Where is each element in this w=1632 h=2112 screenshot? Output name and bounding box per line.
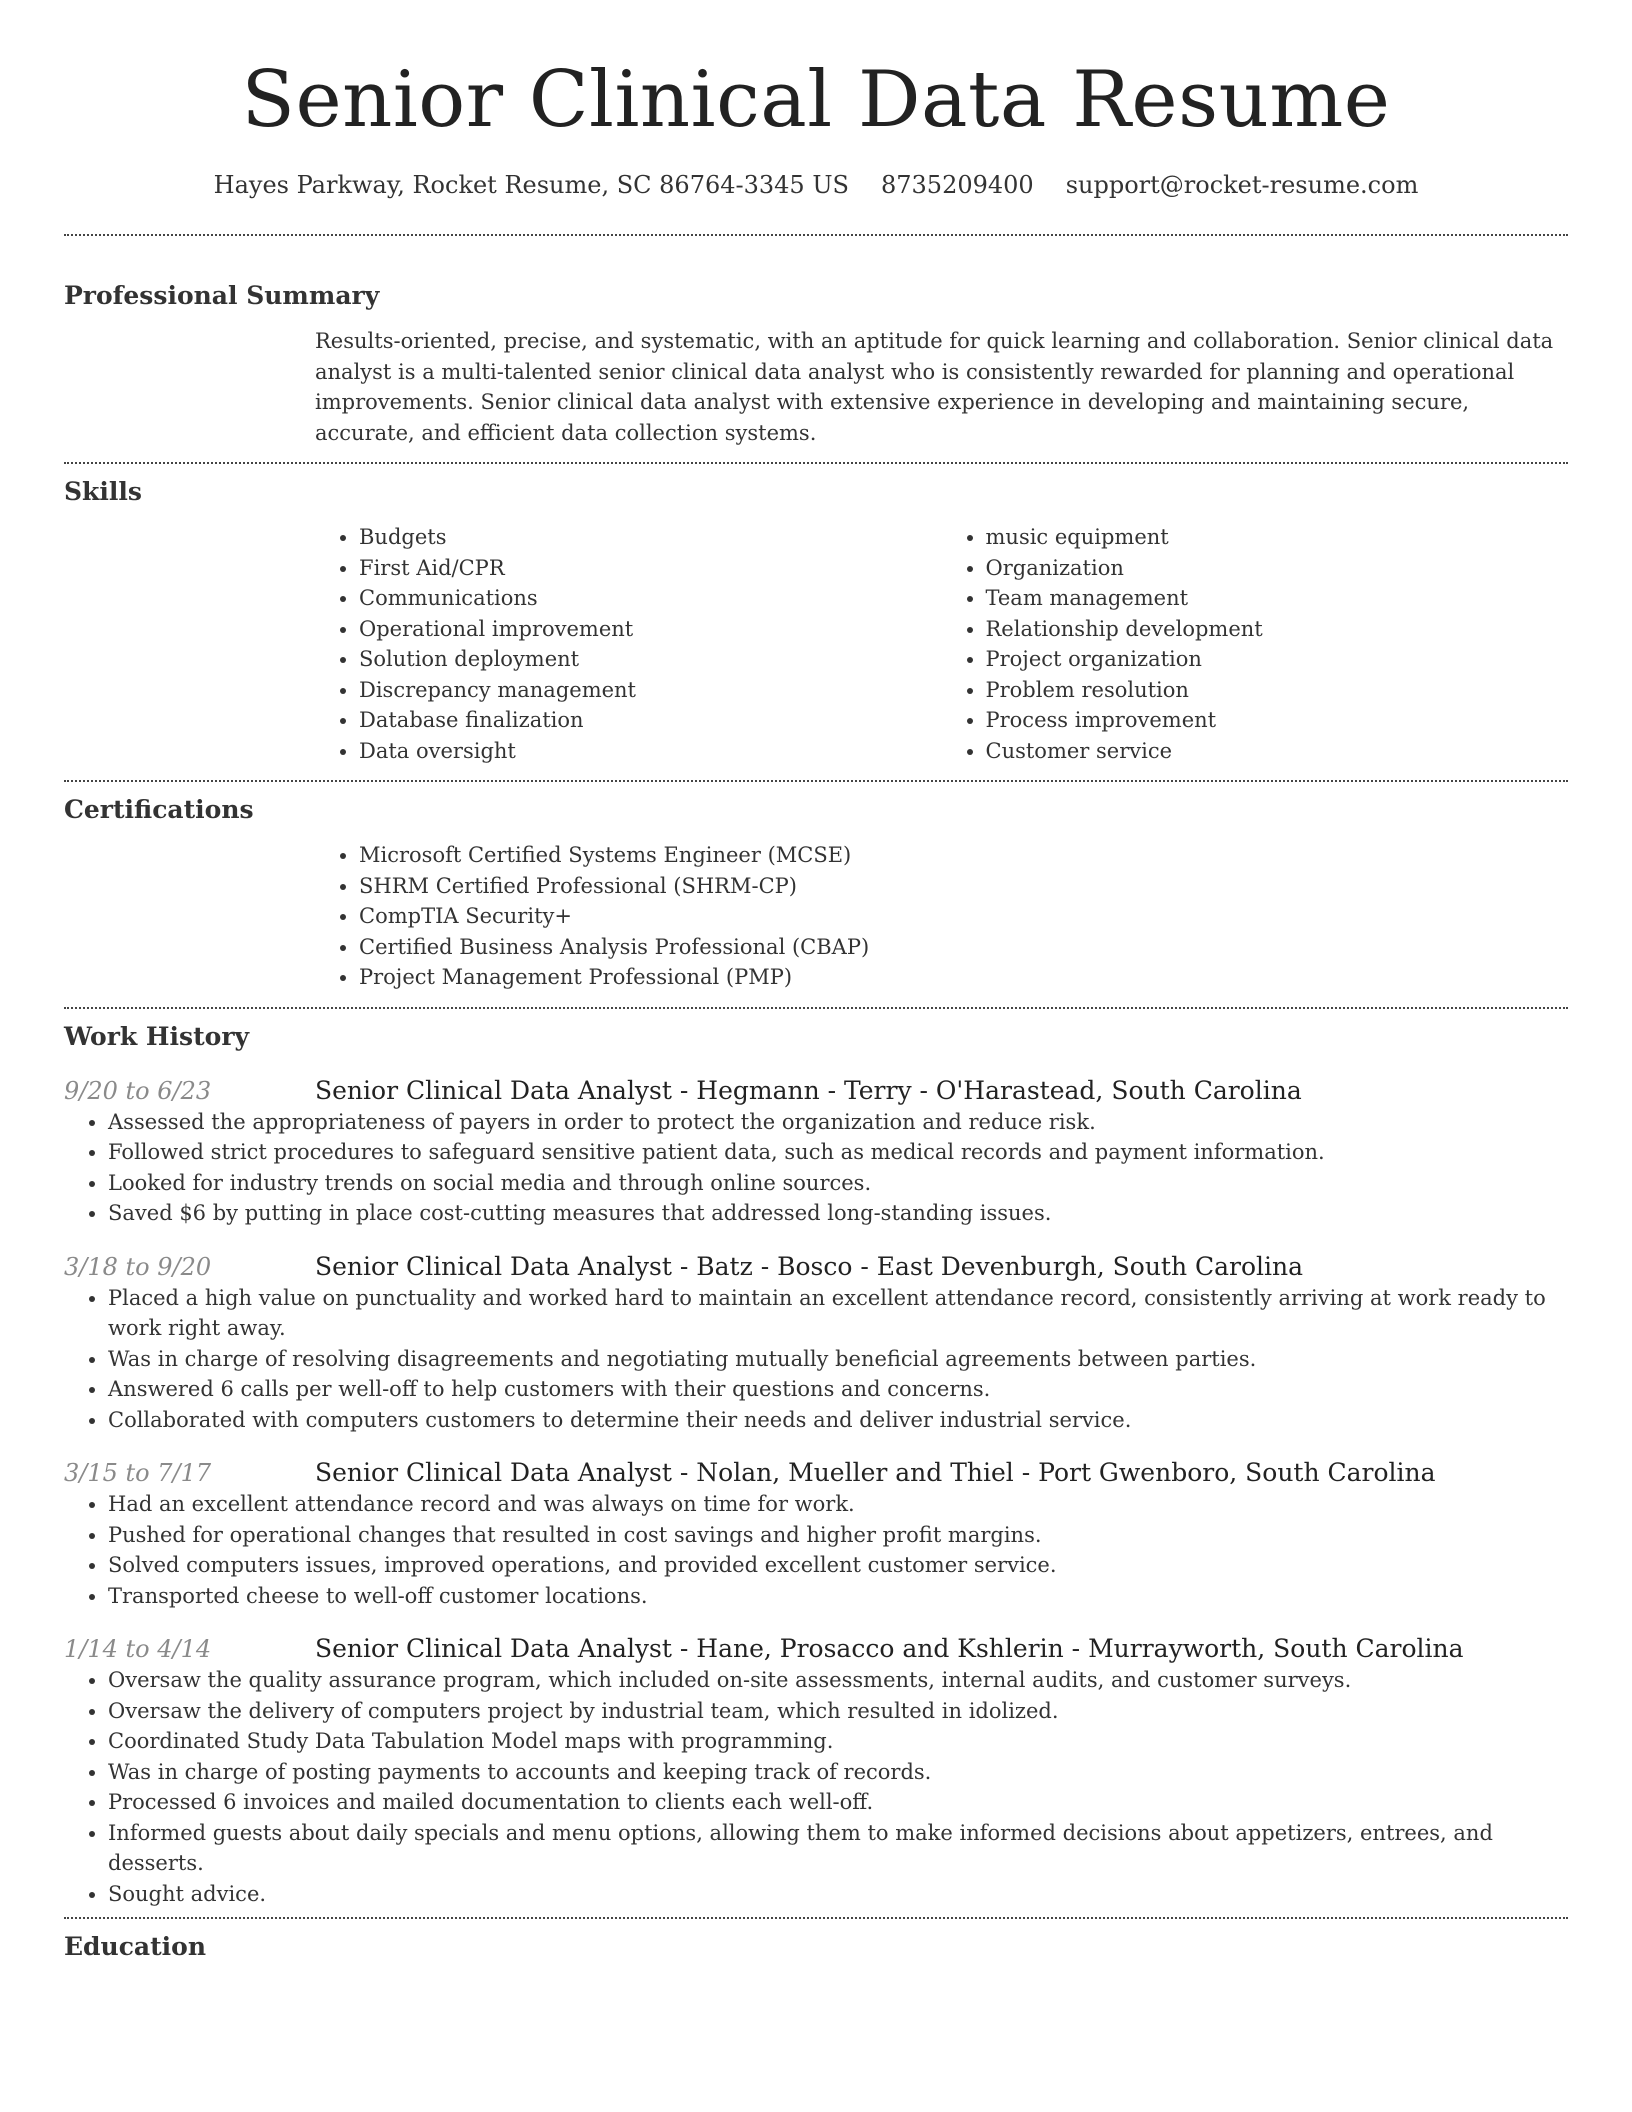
skill-item: • Organization [986, 553, 1569, 584]
skill-item: • Operational improvement [359, 614, 942, 645]
job-bullet: • Placed a high value on punctuality and worked hard to maintain an excellent attendance record, consistently arriving at work ready to work right away. [108, 1283, 1568, 1344]
skill-item: • Solution deployment [359, 644, 942, 675]
contact-email: support@rocket-resume.com [1065, 171, 1419, 199]
section-divider [64, 1917, 1568, 1919]
skills-list-right [942, 522, 1569, 766]
work-history-section [64, 1021, 1568, 1910]
job-bullet: • Informed guests about daily specials and menu options, allowing them to make informed decisions about appetizers, entrees, and desserts. [108, 1818, 1568, 1879]
certifications-body [315, 840, 1568, 993]
job-bullet: • Assessed the appropriateness of payers in order to protect the organization and reduce risk. [108, 1107, 1568, 1138]
skill-item: • Discrepancy management [359, 675, 942, 706]
certification-item: • Microsoft Certified Systems Engineer (MCSE) [359, 840, 1568, 871]
job-heading: Senior Clinical Data Analyst - Hane, Prosacco and Kshlerin - Murrayworth, South Carolina [315, 1634, 1464, 1663]
skill-item: • Data oversight [359, 736, 942, 767]
skill-item: • music equipment [986, 522, 1569, 553]
job-entry [64, 1457, 1568, 1611]
job-bullet: • Collaborated with computers customers to determine their needs and deliver industrial service. [108, 1405, 1568, 1436]
certifications-list [315, 840, 1568, 993]
skill-item: • Communications [359, 583, 942, 614]
section-divider [64, 780, 1568, 782]
skill-item: • Team management [986, 583, 1569, 614]
job-bullet: • Was in charge of posting payments to accounts and keeping track of records. [108, 1757, 1568, 1788]
skill-item: • Relationship development [986, 614, 1569, 645]
section-title-work-history: Work History [64, 1021, 250, 1051]
job-bullet: • Transported cheese to well-off customer locations. [108, 1581, 1568, 1612]
job-entry [64, 1251, 1568, 1436]
job-bullet: • Answered 6 calls per well-off to help customers with their questions and concerns. [108, 1374, 1568, 1405]
job-bullet: • Followed strict procedures to safeguard sensitive patient data, such as medical records and payment information. [108, 1137, 1568, 1168]
job-bullet: • Looked for industry trends on social media and through online sources. [108, 1168, 1568, 1199]
contact-info [64, 170, 1568, 200]
section-title-certifications: Certifications [64, 795, 254, 824]
skill-item: • Project organization [986, 644, 1569, 675]
job-entry [64, 1075, 1568, 1229]
summary-text: Results-oriented, precise, and systematic, with an aptitude for quick learning and collaboration. Senior clinical data analyst is a multi-talented senior clinical data analyst who is consistently rewarded for planning and operational improvements. Senior clinical data analyst with extensive experience in developing and maintaining secure, accurate, and efficient data collection systems. [315, 329, 1554, 445]
skill-item: • Database finalization [359, 705, 942, 736]
skills-section [64, 476, 1568, 766]
job-heading: Senior Clinical Data Analyst - Nolan, Mueller and Thiel - Port Gwenboro, South Carolina [315, 1458, 1436, 1487]
job-entry [64, 1633, 1568, 1909]
professional-summary-section [64, 280, 1568, 448]
skill-item: • Process improvement [986, 705, 1569, 736]
certifications-section [64, 794, 1568, 993]
job-dates: 3/15 to 7/17 [64, 1459, 212, 1487]
job-bullet: • Solved computers issues, improved operations, and provided excellent customer service. [108, 1550, 1568, 1581]
job-bullets [64, 1665, 1568, 1909]
skill-item: • Budgets [359, 522, 942, 553]
skill-item: • First Aid/CPR [359, 553, 942, 584]
job-bullet: • Oversaw the delivery of computers project by industrial team, which resulted in idolized. [108, 1696, 1568, 1727]
job-bullet: • Coordinated Study Data Tabulation Model maps with programming. [108, 1726, 1568, 1757]
education-section [64, 1931, 1568, 1963]
resume-title: Senior Clinical Data Resume [241, 55, 1391, 145]
section-divider [64, 462, 1568, 464]
certification-item: • SHRM Certified Professional (SHRM-CP) [359, 871, 1568, 902]
section-title-education: Education [64, 1932, 207, 1961]
job-heading: Senior Clinical Data Analyst - Batz - Bosco - East Devenburgh, South Carolina [315, 1251, 1304, 1281]
job-bullet: • Sought advice. [108, 1879, 1568, 1910]
job-bullet: • Pushed for operational changes that resulted in cost savings and higher profit margins. [108, 1520, 1568, 1551]
job-bullet: • Saved $6 by putting in place cost-cutting measures that addressed long-standing issues. [108, 1198, 1568, 1229]
section-divider [64, 234, 1568, 236]
job-bullet: • Processed 6 invoices and mailed documentation to clients each well-off. [108, 1787, 1568, 1818]
skill-item: • Customer service [986, 736, 1569, 767]
resume-page [64, 0, 1568, 1963]
section-divider [64, 1007, 1568, 1009]
section-title-skills: Skills [64, 477, 142, 506]
certification-item: • CompTIA Security+ [359, 901, 1568, 932]
contact-phone: 8735209400 [881, 171, 1034, 199]
job-bullet: • Was in charge of resolving disagreements and negotiating mutually beneficial agreements between parties. [108, 1344, 1568, 1375]
job-bullet: • Had an excellent attendance record and was always on time for work. [108, 1489, 1568, 1520]
job-bullets [64, 1283, 1568, 1436]
job-dates: 9/20 to 6/23 [64, 1076, 212, 1105]
section-title-professional-summary: Professional Summary [64, 281, 380, 310]
job-heading: Senior Clinical Data Analyst - Hegmann - Terry - O'Harastead, South Carolina [315, 1075, 1302, 1105]
skill-item: • Problem resolution [986, 675, 1569, 706]
contact-address: Hayes Parkway, Rocket Resume, SC 86764-3345 US [213, 171, 849, 199]
certification-item: • Project Management Professional (PMP) [359, 962, 1568, 993]
certification-item: • Certified Business Analysis Professional (CBAP) [359, 932, 1568, 963]
job-dates: 1/14 to 4/14 [64, 1635, 212, 1663]
job-dates: 3/18 to 9/20 [64, 1252, 212, 1281]
skills-grid [315, 522, 1568, 766]
job-bullet: • Oversaw the quality assurance program, which included on-site assessments, internal audits, and customer surveys. [108, 1665, 1568, 1696]
skills-list-left [315, 522, 942, 766]
job-bullets [64, 1489, 1568, 1611]
job-bullets [64, 1107, 1568, 1229]
